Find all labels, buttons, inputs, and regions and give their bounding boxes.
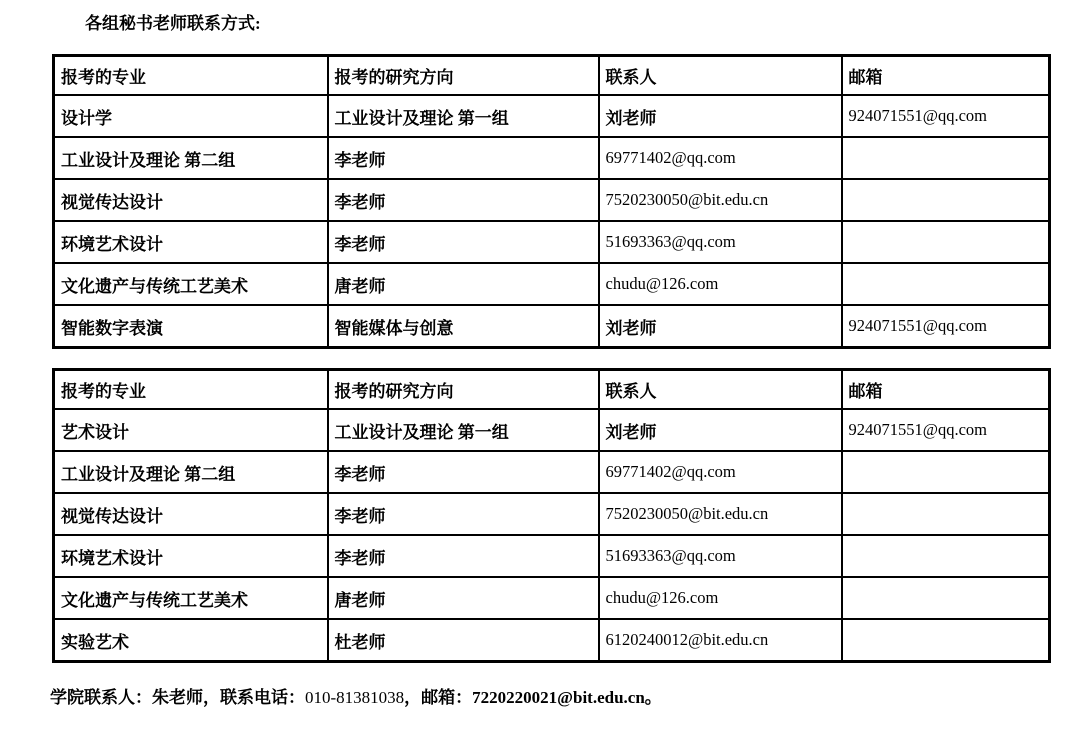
table-cell: 7520230050@bit.edu.cn <box>599 493 842 535</box>
column-header: 邮箱 <box>842 56 1050 96</box>
table-cell: 设计学 <box>54 95 328 137</box>
table-header-row <box>54 56 1050 96</box>
table-cell <box>842 179 1050 221</box>
footer-contact-line <box>50 687 662 709</box>
table-cell: 视觉传达设计 <box>54 179 328 221</box>
table-cell: 唐老师 <box>328 577 599 619</box>
table-cell: 环境艺术设计 <box>54 221 328 263</box>
column-header: 邮箱 <box>842 370 1050 410</box>
table-cell: 文化遗产与传统工艺美术 <box>54 577 328 619</box>
table-cell: 924071551@qq.com <box>842 305 1050 348</box>
table-cell: 唐老师 <box>328 263 599 305</box>
column-header: 联系人 <box>599 370 842 410</box>
column-header: 报考的研究方向 <box>328 370 599 410</box>
table-cell: 69771402@qq.com <box>599 137 842 179</box>
table-cell: 69771402@qq.com <box>599 451 842 493</box>
table-cell: 李老师 <box>328 137 599 179</box>
table-cell: 工业设计及理论 第一组 <box>328 409 599 451</box>
table-cell: 工业设计及理论 第二组 <box>54 451 328 493</box>
table-cell: 文化遗产与传统工艺美术 <box>54 263 328 305</box>
page-title: 各组秘书老师联系方式: <box>85 14 261 33</box>
table-cell: 6120240012@bit.edu.cn <box>599 619 842 662</box>
table-cell: 工业设计及理论 第二组 <box>54 137 328 179</box>
column-header: 报考的专业 <box>54 370 328 410</box>
table-cell <box>842 263 1050 305</box>
table-cell: 实验艺术 <box>54 619 328 662</box>
table-cell <box>842 451 1050 493</box>
footer-email-label: ，邮箱： <box>404 688 473 707</box>
table-cell: 李老师 <box>328 451 599 493</box>
footer-email-address: 7220220021@bit.edu.cn <box>472 688 645 707</box>
table-row <box>54 451 1050 493</box>
table-cell: 李老师 <box>328 535 599 577</box>
table-row <box>54 535 1050 577</box>
table-cell: 智能媒体与创意 <box>328 305 599 348</box>
table-cell: chudu@126.com <box>599 263 842 305</box>
table-row <box>54 305 1050 348</box>
table-cell: 工业设计及理论 第一组 <box>328 95 599 137</box>
footer-phone-number: 010-81381038 <box>305 688 405 707</box>
column-header: 报考的研究方向 <box>328 56 599 96</box>
table-cell: 艺术设计 <box>54 409 328 451</box>
column-header: 联系人 <box>599 56 842 96</box>
contact-table-2 <box>52 368 1051 663</box>
table-header-row <box>54 370 1050 410</box>
table-cell <box>842 535 1050 577</box>
table-cell: 刘老师 <box>599 305 842 348</box>
table-cell: 刘老师 <box>599 95 842 137</box>
table-row <box>54 577 1050 619</box>
table-row <box>54 95 1050 137</box>
table-cell: 环境艺术设计 <box>54 535 328 577</box>
table-row <box>54 409 1050 451</box>
table-cell: 李老师 <box>328 179 599 221</box>
table-cell: 51693363@qq.com <box>599 221 842 263</box>
table-cell: 924071551@qq.com <box>842 409 1050 451</box>
table-cell <box>842 577 1050 619</box>
table-cell: 924071551@qq.com <box>842 95 1050 137</box>
table-cell: 7520230050@bit.edu.cn <box>599 179 842 221</box>
table-row <box>54 221 1050 263</box>
table-cell <box>842 221 1050 263</box>
contact-table-1 <box>52 54 1051 349</box>
table-cell: chudu@126.com <box>599 577 842 619</box>
table-cell: 视觉传达设计 <box>54 493 328 535</box>
table-cell: 李老师 <box>328 493 599 535</box>
table-row <box>54 179 1050 221</box>
table-cell: 李老师 <box>328 221 599 263</box>
table-cell <box>842 493 1050 535</box>
table-cell <box>842 137 1050 179</box>
table-row <box>54 493 1050 535</box>
column-header: 报考的专业 <box>54 56 328 96</box>
footer-contact-prefix: 学院联系人：朱老师，联系电话： <box>50 688 305 707</box>
table-cell: 杜老师 <box>328 619 599 662</box>
table-row <box>54 619 1050 662</box>
table-cell: 刘老师 <box>599 409 842 451</box>
table-cell: 智能数字表演 <box>54 305 328 348</box>
table-cell <box>842 619 1050 662</box>
footer-suffix: 。 <box>644 688 662 707</box>
table-row <box>54 137 1050 179</box>
table-cell: 51693363@qq.com <box>599 535 842 577</box>
table-row <box>54 263 1050 305</box>
